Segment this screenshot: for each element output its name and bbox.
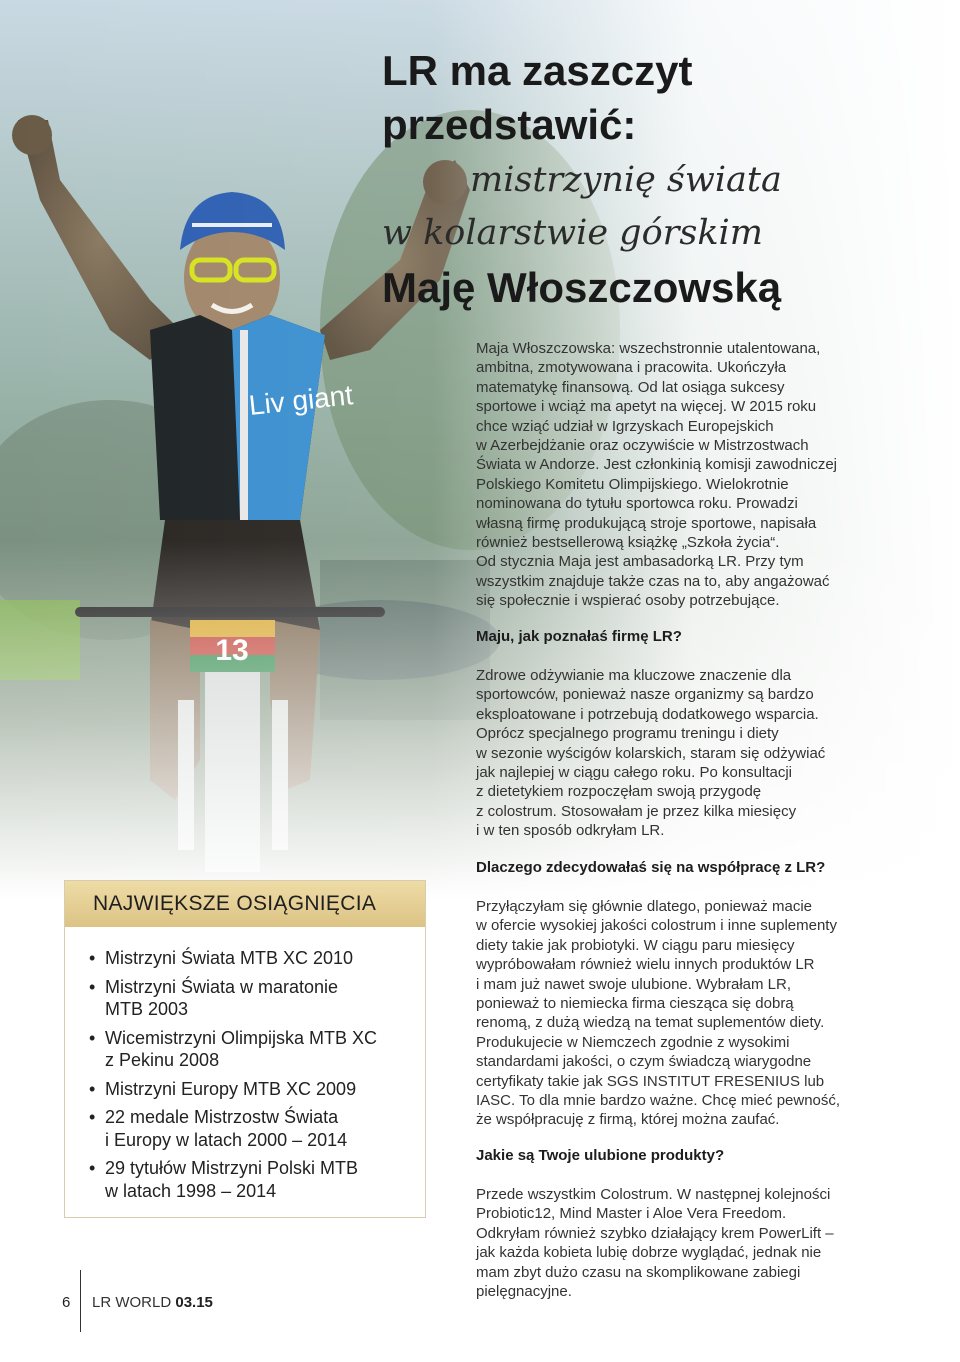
- intro-paragraph: [476, 339, 896, 611]
- answer-line: renomą, z dużą wiedzą na temat suplementów diety.: [476, 1014, 825, 1032]
- achievement-item: [89, 1078, 409, 1101]
- achievement-line: z Pekinu 2008: [105, 1050, 220, 1070]
- intro-line: Polskiego Komitetu Olimpijskiego. Wielokrotnie: [476, 475, 789, 493]
- answer-line: Przede wszystkim Colostrum. W następnej kolejności: [476, 1186, 831, 1203]
- intro-line: sportowe i wciąż ma apetyt na więcej. W 2015 roku: [476, 398, 817, 416]
- answer-line: Zdrowe odżywianie ma kluczowe znaczenie dla: [476, 667, 792, 684]
- achievement-item: [89, 1106, 409, 1151]
- achievement-line: i Europy w latach 2000 – 2014: [105, 1129, 348, 1150]
- magazine-issue: 03.15: [175, 1294, 213, 1311]
- answer-line: że współpracuję z firmą, której można zaufać.: [476, 1111, 780, 1129]
- answer-line: w sezonie wyścigów kolarskich, staram się odżywiać: [476, 744, 826, 762]
- achievement-line: Wicemistrzyni Olimpijska MTB XC: [105, 1027, 378, 1048]
- question-3: Jakie są Twoje ulubione produkty?: [476, 1147, 725, 1164]
- answer-line: w ofercie wysokiej jakości colostrum i inne suplementy: [476, 917, 837, 935]
- achievements-box: [64, 880, 426, 1218]
- intro-line: się społecznie i wspierać osoby potrzebujące.: [476, 592, 780, 610]
- intro-line: również bestsellerową książkę „Szkoła życia“.: [476, 534, 780, 552]
- answer-line: z dietetykiem rozpoczęłam swoją przygodę: [476, 783, 762, 801]
- intro-line: Świata w Andorze. Jest członkinią komisji zawodniczej: [476, 456, 837, 474]
- achievement-line: 29 tytułów Mistrzyni Polski MTB: [105, 1158, 359, 1178]
- headline-line-3: mistrzynię świata: [470, 160, 782, 200]
- headline-line-2: przedstawić:: [382, 101, 637, 148]
- answer-line: Produkujecie w Niemczech zgodnie z wysokimi: [476, 1033, 790, 1051]
- headline-line-5: Maję Włoszczowską: [382, 264, 782, 311]
- answer-line: certyfikaty takie jak SGS INSTITUT FRESENIUS lub: [476, 1072, 825, 1090]
- headline: [382, 44, 942, 316]
- answer-line: pielęgnacyjne.: [476, 1283, 572, 1301]
- achievement-line: 22 medale Mistrzostw Świata: [105, 1107, 339, 1127]
- answer-line: eksploatowane i potrzebują dodatkowego wsparcia.: [476, 705, 819, 723]
- achievement-line: w latach 1998 – 2014: [105, 1180, 277, 1201]
- answer-line: wypróbowałam również wielu innych produktów LR: [476, 956, 815, 974]
- question-2: Dlaczego zdecydowałaś się na współpracę z LR?: [476, 859, 826, 876]
- answer-line: sportowców, ponieważ nasze organizmy są bardzo: [476, 686, 814, 704]
- intro-line: nominowana do tytułu sportowca roku. Prowadzi: [476, 495, 798, 513]
- magazine-title: LR WORLD: [92, 1294, 172, 1311]
- achievement-item: [89, 947, 409, 970]
- page-number: 6: [62, 1294, 71, 1311]
- intro-line: Od stycznia Maja jest ambasadorką LR. Przy tym: [476, 553, 804, 571]
- answer-3: [476, 1185, 896, 1301]
- intro-line: Maja Włoszczowska: wszechstronnie utalentowana,: [476, 340, 821, 357]
- magazine-name: [92, 1294, 213, 1311]
- intro-line: matematykę finansową. Od lat osiąga sukcesy: [476, 378, 785, 396]
- intro-line: ambitna, zmotywowana i pracowita. Ukończyła: [476, 359, 787, 377]
- question-1: Maju, jak poznałaś firmę LR?: [476, 628, 682, 645]
- answer-1: [476, 666, 896, 841]
- achievement-line: Mistrzyni Świata MTB XC 2010: [105, 948, 354, 968]
- achievements-title: NAJWIĘKSZE OSIĄGNIĘCIA: [65, 881, 425, 927]
- answer-line: Przyłączyłam się głównie dlatego, ponieważ macie: [476, 898, 812, 915]
- answer-line: i w ten sposób odkryłam LR.: [476, 822, 665, 840]
- answer-line: ponieważ to niemiecka firma ciesząca się dobrą: [476, 995, 794, 1013]
- headline-line-4: w kolarstwie górskim: [382, 213, 763, 253]
- answer-line: Odkryłam również szybko działający krem PowerLift –: [476, 1224, 834, 1242]
- achievement-item: [89, 1157, 409, 1202]
- answer-line: jak najlepiej w ciągu całego roku. Po konsultacji: [476, 764, 793, 782]
- answer-line: jak każda kobieta lubię dobrze wyglądać, jednak nie: [476, 1244, 822, 1262]
- achievement-line: Mistrzyni Świata w maratonie: [105, 976, 339, 997]
- intro-line: własną firmę produkującą stroje sportowe, napisała: [476, 514, 817, 532]
- answer-line: diety takie jak probiotyki. W ciągu paru miesięcy: [476, 936, 795, 954]
- answer-line: IASC. To dla mnie bardzo ważne. Chcę mieć pewność,: [476, 1092, 841, 1110]
- achievement-line: Mistrzyni Europy MTB XC 2009: [105, 1078, 357, 1099]
- intro-line: chce wziąć udział w Igrzyskach Europejskich: [476, 417, 774, 435]
- answer-line: Oprócz specjalnego programu treningu i diety: [476, 725, 779, 743]
- answer-line: mam zbyt dużo czasu na skomplikowane zabiegi: [476, 1263, 801, 1281]
- achievement-item: [89, 1027, 409, 1072]
- answer-line: standardami jakości, o czym świadczą wiarygodne: [476, 1053, 812, 1071]
- achievements-list: [65, 947, 425, 1202]
- footer-divider: [80, 1270, 81, 1332]
- achievement-item: [89, 976, 409, 1021]
- intro-line: wszystkim znajduje także czas na to, aby angażować: [476, 572, 830, 590]
- headline-line-1: LR ma zaszczyt: [382, 47, 693, 94]
- intro-line: w Azerbejdżanie oraz oczywiście w Mistrzostwach: [476, 437, 809, 455]
- answer-line: i mam już nawet swoje ulubione. Wybrałam LR,: [476, 975, 791, 993]
- answer-2: [476, 897, 896, 1130]
- answer-line: Probiotic12, Mind Master i Aloe Vera Freedom.: [476, 1205, 787, 1223]
- answer-line: z colostrum. Stosowałam je przez kilka miesięcy: [476, 802, 797, 820]
- achievement-line: MTB 2003: [105, 999, 189, 1019]
